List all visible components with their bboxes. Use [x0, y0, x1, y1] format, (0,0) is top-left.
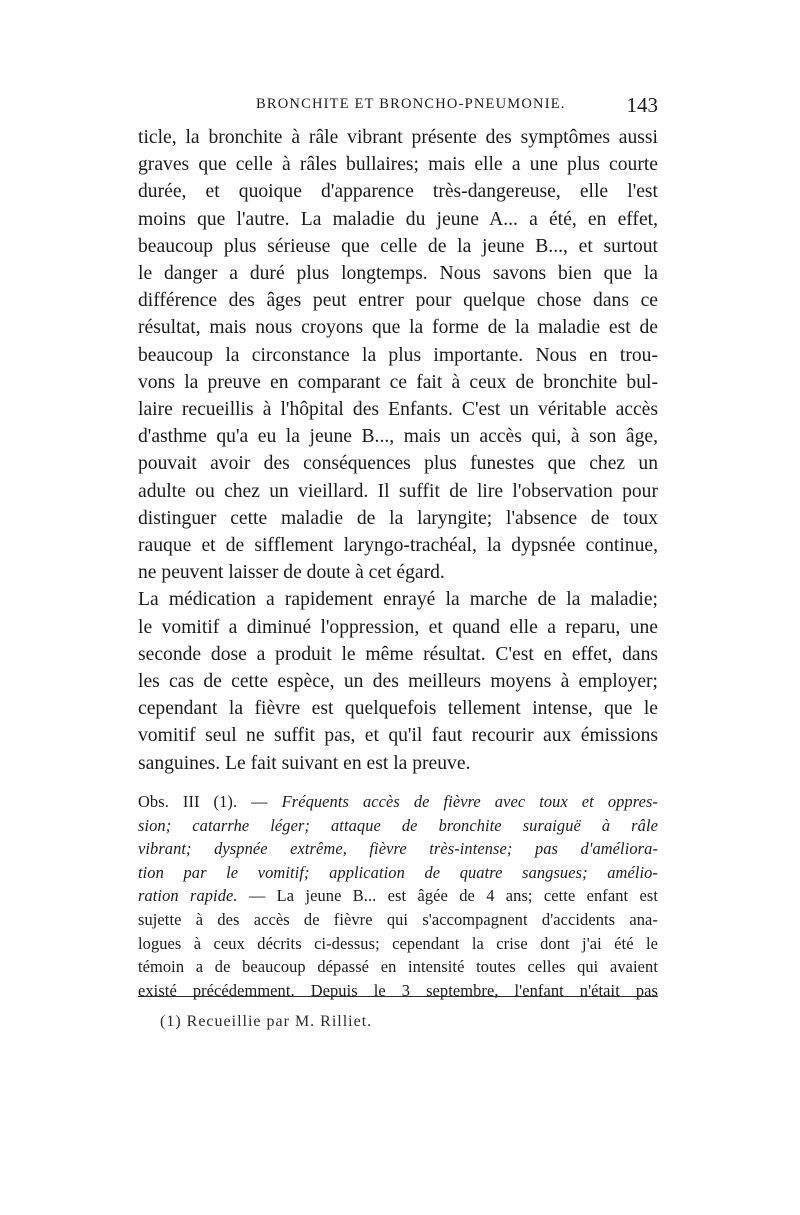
observation-summary: Fréquents accès de fièvre avec toux et oppres- [281, 792, 658, 811]
observation-summary: tion par le vomitif; application de quatre sangsues; amélio- [138, 862, 658, 882]
observation-line [138, 814, 658, 838]
text-line: rauque et de sifflement laryngo-trachéal, la dypsnée continue, [138, 535, 658, 557]
observation-line: existé précédemment. Depuis le 3 septembre, l'enfant n'était pas [138, 980, 658, 1000]
page-number: 143 [626, 93, 658, 117]
observation-line: témoin a de beaucoup dépassé en intensité toutes celles qui avaient [138, 957, 658, 977]
text-line: La médication a rapidement enrayé la marche de la maladie; [138, 589, 658, 611]
text-line: le vomitif a diminué l'oppression, et quand elle a reparu, une [138, 616, 658, 638]
text-line: beaucoup plus sérieuse que celle de la jeune B..., et surtout [138, 235, 658, 257]
observation-line: sujette à des accès de fièvre qui s'accompagnent d'accidents ana- [138, 909, 658, 929]
text-line: d'asthme qu'a eu la jeune B..., mais un accès qui, à son âge, [138, 426, 658, 448]
observation-line [138, 790, 658, 814]
footnote: (1) Recueillie par M. Rilliet. [160, 1013, 373, 1030]
text-line: adulte ou chez un vieillard. Il suffit de lire l'observation pour [138, 480, 658, 502]
text-line: beaucoup la circonstance la plus importante. Nous en trou- [138, 344, 658, 366]
text-line: distinguer cette maladie de la laryngite; l'absence de toux [138, 507, 658, 529]
text-line: moins que l'autre. La maladie du jeune A... a été, en effet, [138, 208, 658, 230]
paragraph-2 [138, 586, 658, 776]
text-line: cependant la fièvre est quelquefois tellement intense, que le [138, 698, 658, 720]
observation-label: Obs. III (1). — [138, 792, 282, 811]
text-line: sanguines. Le fait suivant en est la preuve. [138, 752, 471, 774]
observation-text: — La jeune B... est âgée de 4 ans; cette enfant est [237, 886, 658, 906]
observation-summary: vibrant; dyspnée extrême, fièvre très-intense; pas d'améliora- [138, 839, 658, 859]
observation-summary: ration rapide. [138, 886, 238, 906]
running-title: BRONCHITE ET BRONCHO-PNEUMONIE. [256, 96, 566, 112]
body-text [138, 124, 658, 777]
observation-line [138, 884, 658, 908]
observation-line [138, 861, 658, 885]
text-line: graves que celle à râles bullaires; mais elle a une plus courte [138, 154, 658, 176]
footnote-divider [138, 996, 658, 997]
text-line: pouvait avoir des conséquences plus funestes que chez un [138, 453, 658, 475]
text-line: résultat, mais nous croyons que la forme de la maladie est de [138, 317, 658, 339]
running-head [138, 93, 658, 122]
text-line: laire recueillis à l'hôpital des Enfants. C'est un véritable accès [138, 399, 658, 421]
observation-summary: sion; catarrhe léger; attaque de bronchite suraiguë à râle [138, 815, 658, 835]
text-line: les cas de cette espèce, un des meilleurs moyens à employer; [138, 671, 658, 693]
text-line: vomitif seul ne suffit pas, et qu'il faut recourir aux émissions [138, 725, 658, 747]
paragraph-1 [138, 124, 658, 586]
text-line: ne peuvent laisser de doute à cet égard. [138, 562, 445, 584]
text-line: différence des âges peut entrer pour quelque chose dans ce [138, 290, 658, 312]
observation-line [138, 837, 658, 861]
text-line: durée, et quoique d'apparence très-dangereuse, elle l'est [138, 181, 658, 203]
text-line: seconde dose a produit le même résultat. C'est en effet, dans [138, 643, 658, 665]
text-line: vons la preuve en comparant ce fait à ceux de bronchite bul- [138, 371, 658, 393]
observation-block [138, 790, 658, 1002]
text-line: le danger a duré plus longtemps. Nous savons bien que la [138, 263, 658, 285]
observation-line: logues à ceux décrits ci-dessus; cependant la crise dont j'ai été le [138, 933, 658, 953]
text-line: ticle, la bronchite à râle vibrant présente des symptômes aussi [138, 127, 658, 148]
